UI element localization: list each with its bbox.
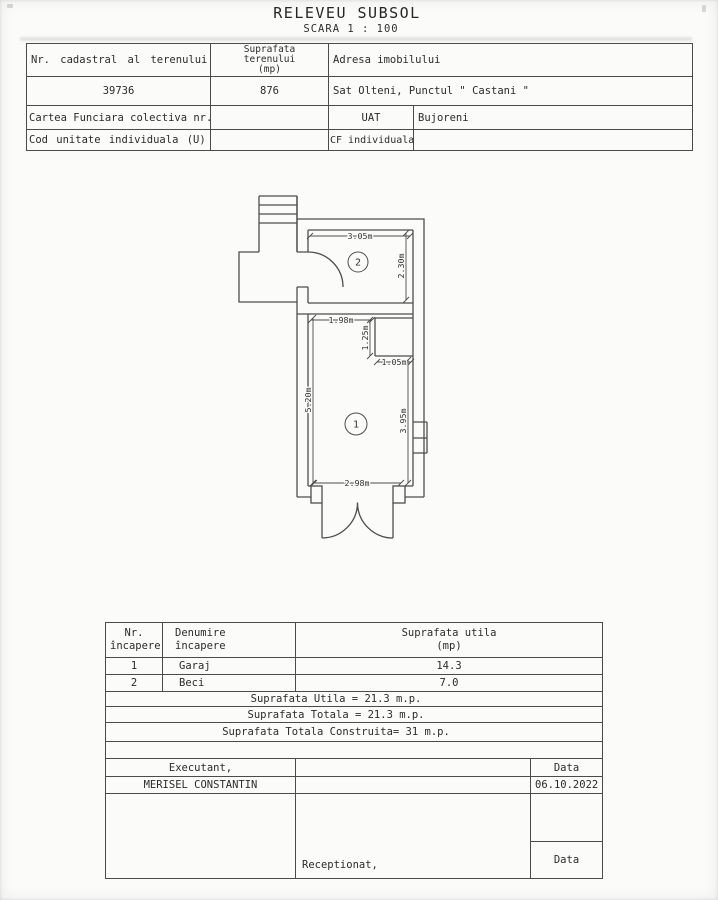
room-area-cell: 7.0 <box>296 675 603 692</box>
address-header-cell: Adresa imobilului <box>329 44 693 77</box>
executant-label-cell: Executant, <box>106 759 296 777</box>
table-row <box>106 723 603 742</box>
dimension-label: 1.25m <box>360 325 370 351</box>
double-door <box>311 486 405 538</box>
empty-cell <box>211 130 329 151</box>
date-label-cell: Data <box>553 854 580 866</box>
rooms-summary-table <box>105 622 603 879</box>
table-row <box>106 707 603 723</box>
scan-artifact <box>7 4 13 8</box>
cadastral-header-cell: Nr. cadastral al terenului <box>27 44 211 77</box>
room-name-header-cell <box>163 623 296 658</box>
empty-cell <box>296 777 531 794</box>
dimension-label: 2.30m <box>396 253 406 279</box>
outer-walls <box>239 196 424 497</box>
table-row <box>27 130 693 151</box>
header-line: Suprafata utila <box>401 627 497 639</box>
dimension-label: 3.95m <box>398 408 408 434</box>
land-area-header-line: Suprafata <box>243 44 296 55</box>
table-row <box>106 759 603 777</box>
table-row <box>106 623 603 658</box>
land-area-header-line: (mp) <box>258 64 281 75</box>
dimension-label: 1.05m <box>381 357 407 367</box>
room-number-header-cell <box>106 623 163 658</box>
empty-cell <box>414 130 693 151</box>
window <box>413 422 427 453</box>
cf-label-cell: CF individuala <box>329 130 414 151</box>
land-book-label-cell: Cartea Funciara colectiva nr. <box>27 106 211 130</box>
empty-cell <box>296 759 531 777</box>
address-value-cell: Sat Olteni, Punctul " Castani " <box>329 77 693 106</box>
header-line: Nr. <box>124 627 144 639</box>
table-row <box>106 658 603 675</box>
floor-plan <box>225 185 445 550</box>
scan-smear <box>20 37 692 41</box>
header-line: încapere <box>175 640 226 652</box>
land-area-value-cell: 876 <box>211 77 329 106</box>
built-area-cell: Suprafata Totala Construita= 31 m.p. <box>106 723 603 742</box>
scale-label: SCARA 1 : 100 <box>303 23 399 35</box>
door-arc-room2 <box>308 252 343 287</box>
room-area-cell: 14.3 <box>296 658 603 675</box>
empty-cell <box>531 794 602 842</box>
header-line: Denumire <box>175 627 226 639</box>
dimension-label: 3.05m <box>347 231 373 241</box>
signature-space-cell <box>106 794 296 879</box>
date-value-cell: 06.10.2022 <box>531 777 603 794</box>
executant-name-cell: MERISEL CONSTANTIN <box>106 777 296 794</box>
land-area-header-cell <box>211 44 329 77</box>
table-row <box>106 794 603 879</box>
table-row <box>27 44 693 77</box>
header-line: încapere <box>110 640 161 652</box>
document-title: RELEVEU SUBSOL <box>273 4 421 22</box>
table-row <box>106 675 603 692</box>
cadastral-number-cell: 39736 <box>27 77 211 106</box>
uat-label-cell: UAT <box>329 106 414 130</box>
unit-code-label-cell: Cod unitate individuala (U) <box>27 130 211 151</box>
parcel-info-table <box>26 43 693 151</box>
room-number-badge: 1 <box>352 419 360 431</box>
table-row <box>106 777 603 794</box>
stairs-icon <box>259 196 297 252</box>
table-row <box>106 742 603 759</box>
receptionat-label-cell: Receptionat, <box>296 794 531 879</box>
useful-area-total-cell: Suprafata Utila = 21.3 m.p. <box>106 692 603 707</box>
table-row <box>27 106 693 130</box>
dimension-label: 2.98m <box>344 478 370 488</box>
dimension-label: 1.98m <box>328 315 354 325</box>
header-line: (mp) <box>436 640 462 652</box>
room-number-cell: 2 <box>106 675 163 692</box>
dimension-labels <box>303 231 408 488</box>
room-name-cell: Garaj <box>163 658 296 675</box>
total-area-cell: Suprafata Totala = 21.3 m.p. <box>106 707 603 723</box>
empty-cell <box>106 742 603 759</box>
date-label-cell: Data <box>531 759 603 777</box>
reception-date-cell <box>531 794 603 879</box>
land-area-header-line: terenului <box>243 54 296 65</box>
empty-cell <box>211 106 329 130</box>
room-number-cell: 1 <box>106 658 163 675</box>
room-number-badge: 2 <box>354 257 362 269</box>
room-name-cell: Beci <box>163 675 296 692</box>
dimension-label: 5.20m <box>303 387 313 413</box>
uat-value-cell: Bujoreni <box>414 106 693 130</box>
useful-area-header-cell <box>296 623 603 658</box>
table-row <box>106 692 603 707</box>
scan-artifact <box>702 5 706 12</box>
table-row <box>27 77 693 106</box>
